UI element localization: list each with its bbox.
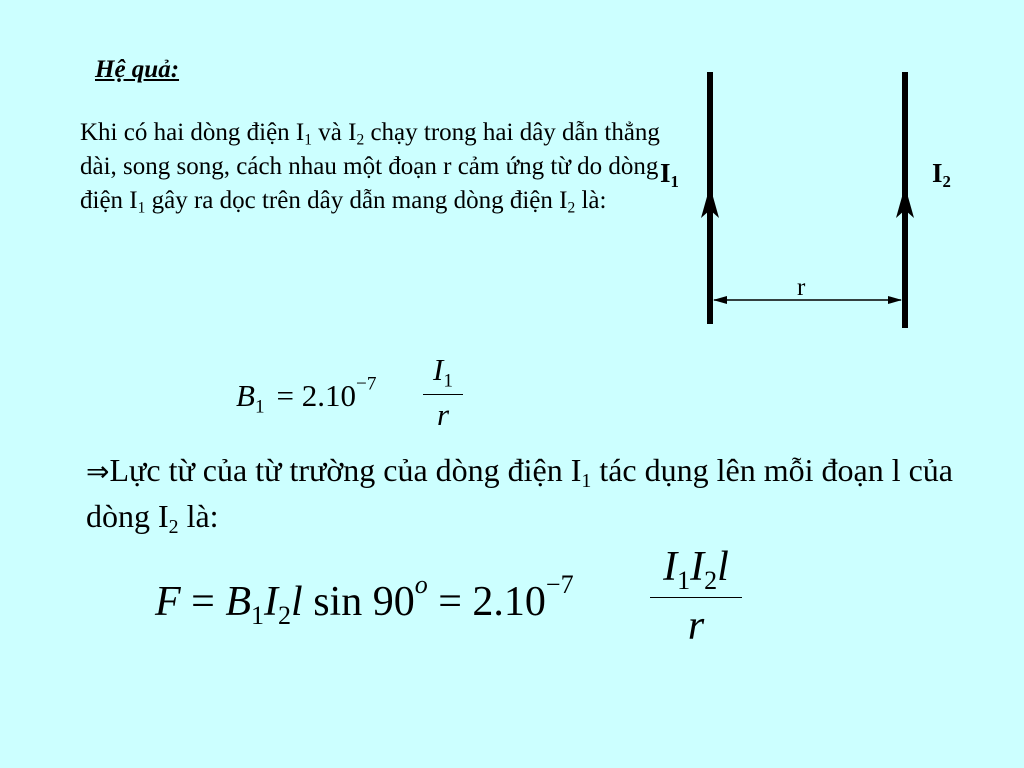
eq2-exp: −7 <box>545 569 574 599</box>
para-text-4: gây ra dọc trên dây dẫn mang dòng điện I <box>145 187 568 214</box>
equation-force <box>155 569 574 631</box>
conclusion-text-2: tác dụng lên mỗi đoạn l của dòng I <box>86 452 953 534</box>
equation-b1 <box>236 373 377 418</box>
eq2-numerator <box>650 543 742 597</box>
para-text-2: và I <box>312 119 357 146</box>
distance-arrow-left-icon <box>713 296 727 304</box>
eq2-fraction <box>650 543 742 650</box>
eq2-num-i2: I <box>690 544 705 590</box>
eq2-equals: = <box>180 579 226 625</box>
eq2-i: I <box>264 579 279 625</box>
eq2-num-i1: I <box>663 544 678 590</box>
eq2-f: F <box>155 579 181 625</box>
eq2-deg: o <box>414 569 428 599</box>
eq2-num-l: l <box>717 544 729 590</box>
distance-label: r <box>797 274 806 301</box>
wire-1-label-sub: 1 <box>670 172 679 192</box>
conclusion-text-3: là: <box>178 498 219 534</box>
para-text-3: chạy trong hai dây dẫn thẳng dài, song song, cách nhau một đoạn r cảm ứng từ do dòng điện I <box>80 119 660 214</box>
eq2-num-i2-sub: 2 <box>704 566 718 596</box>
para-sub-4: 2 <box>567 199 576 217</box>
eq2-i-sub: 2 <box>278 601 292 631</box>
wire-2-label <box>932 158 951 192</box>
para-sub-1: 1 <box>304 131 313 149</box>
eq2-sin: sin 90 <box>302 579 415 625</box>
eq1-exp: −7 <box>356 373 377 395</box>
para-sub-2: 2 <box>356 131 365 149</box>
conclusion-text <box>86 448 986 539</box>
eq1-num-i: I <box>433 352 444 387</box>
heading: Hệ quả: <box>95 56 180 83</box>
eq1-num-sub: 1 <box>443 370 453 392</box>
eq2-num-i1-sub: 1 <box>677 566 691 596</box>
eq2-l: l <box>291 579 303 625</box>
eq1-numerator <box>423 352 463 392</box>
para-text-5: là: <box>575 187 607 214</box>
para-text-1: Khi có hai dòng điện I <box>80 119 305 146</box>
eq1-fraction <box>423 352 463 433</box>
wire-2-label-text: I <box>932 158 943 188</box>
para-sub-3: 1 <box>137 199 146 217</box>
eq1-lhs: B <box>236 378 255 413</box>
eq2-fraction-bar <box>650 597 742 598</box>
eq1-rhs: = 2.10 <box>276 378 357 413</box>
wire-1-label <box>660 158 679 192</box>
eq2-b-sub: 1 <box>251 601 265 631</box>
eq2-denominator: r <box>687 603 705 649</box>
implies-arrow-icon: ⇒ <box>86 455 110 488</box>
eq2-b: B <box>225 579 251 625</box>
eq1-fraction-bar <box>423 394 463 395</box>
wire-1-label-text: I <box>660 158 671 188</box>
conclusion-sub-2: 2 <box>168 515 179 538</box>
conclusion-sub-1: 1 <box>581 469 592 492</box>
eq1-lhs-sub: 1 <box>254 396 265 418</box>
distance-arrow-right-icon <box>888 296 902 304</box>
conclusion-text-1: Lực từ của từ trường của dòng điện I <box>109 452 582 488</box>
wire-2-label-sub: 2 <box>942 172 951 192</box>
eq2-rhs: = 2.10 <box>427 579 546 625</box>
eq1-denominator: r <box>436 397 450 432</box>
